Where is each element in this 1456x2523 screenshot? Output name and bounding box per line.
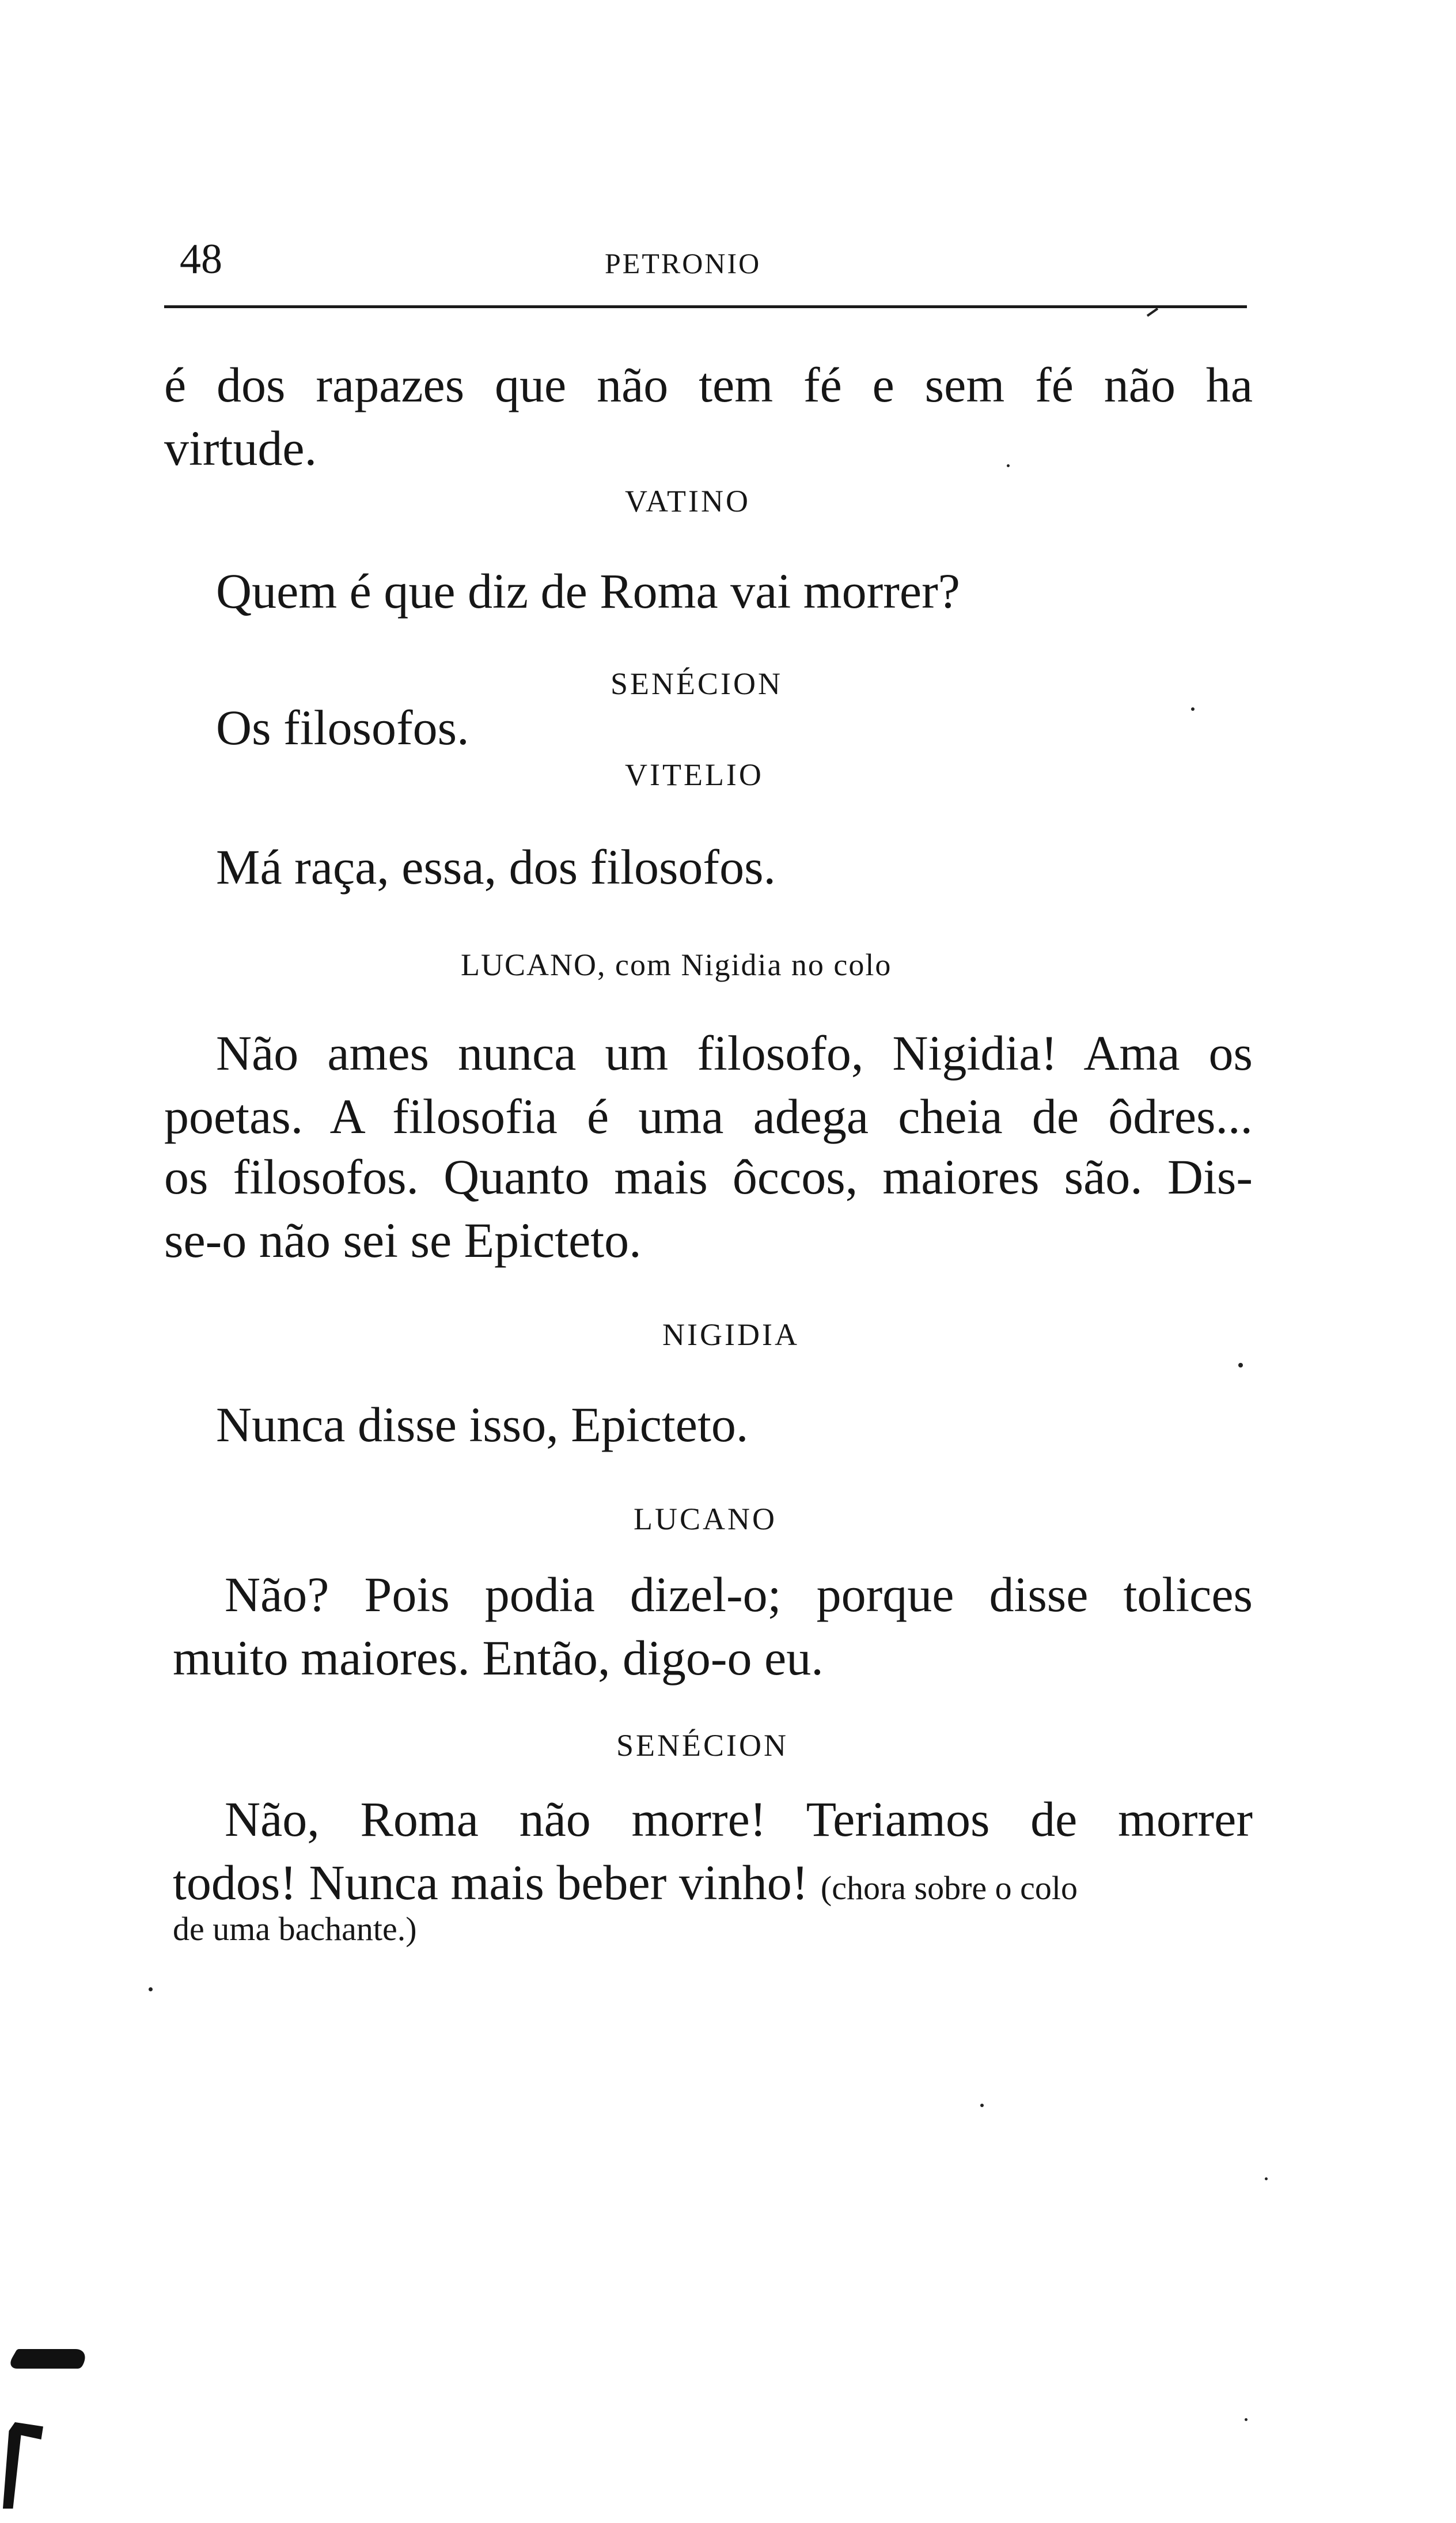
senecion-speech-2-line-1: Não, Roma não morre! Teriamos de morrer [225,1791,1253,1847]
speaker-lucano: LUCANO [634,1502,777,1536]
rule-mark [1147,308,1158,317]
lucano-speech-1-line-2: poetas. A filosofia é uma adega cheia de ôdres... [164,1089,1253,1144]
lucano-speech-1-line-4: se-o não sei se Epicteto. [164,1213,642,1268]
nigidia-speech: Nunca disse isso, Epicteto. [216,1397,749,1452]
senecion-speech-2-line-2 [173,1855,1078,1910]
speck [1245,2418,1248,2421]
lucano-speech-1-line-1: Não ames nunca um filosofo, Nigidia! Ama os [216,1025,1253,1081]
stage-direction-1: (chora sobre o colo [820,1869,1078,1907]
speaker-vatino: VATINO [625,484,751,518]
page-number: 48 [180,236,222,283]
running-title: PETRONIO [605,247,761,279]
senecion-speech: Os filosofos. [216,700,469,755]
smudge [6,2349,92,2369]
speck [1238,1363,1243,1367]
lucano-speech-2-line-2: muito maiores. Então, digo-o eu. [173,1630,824,1685]
stage-direction-2: de uma bachante.) [173,1910,417,1948]
lucano-speech-1-line-3: os filosofos. Quanto mais ôccos, maiores são. Dis- [164,1149,1253,1204]
header-rule [164,305,1247,308]
vatino-speech: Quem é que diz de Roma vai morrer? [216,563,960,619]
speck [1007,464,1010,467]
senecion-speech-2-main: todos! Nunca mais beber vinho! [173,1855,809,1910]
speck [1191,707,1195,711]
opening-line-2: virtude. [164,420,317,476]
speck [980,2104,984,2107]
speck [1265,2177,1268,2180]
speck [149,1987,153,1991]
speaker-nigidia: NIGIDIA [662,1317,799,1352]
lucano-speech-2-line-1: Não? Pois podia dizel-o; porque disse tolices [225,1567,1253,1622]
opening-line-1: é dos rapazes que não tem fé e sem fé não ha [164,357,1253,412]
smudge [3,2422,43,2509]
speaker-vitelio: VITELIO [625,757,764,792]
speaker-senecion-2: SENÉCION [616,1728,788,1763]
speaker-lucano-note: LUCANO, com Nigidia no colo [461,948,892,982]
speaker-senecion-1: SENÉCION [611,666,783,701]
vitelio-speech: Má raça, essa, dos filosofos. [216,839,776,895]
